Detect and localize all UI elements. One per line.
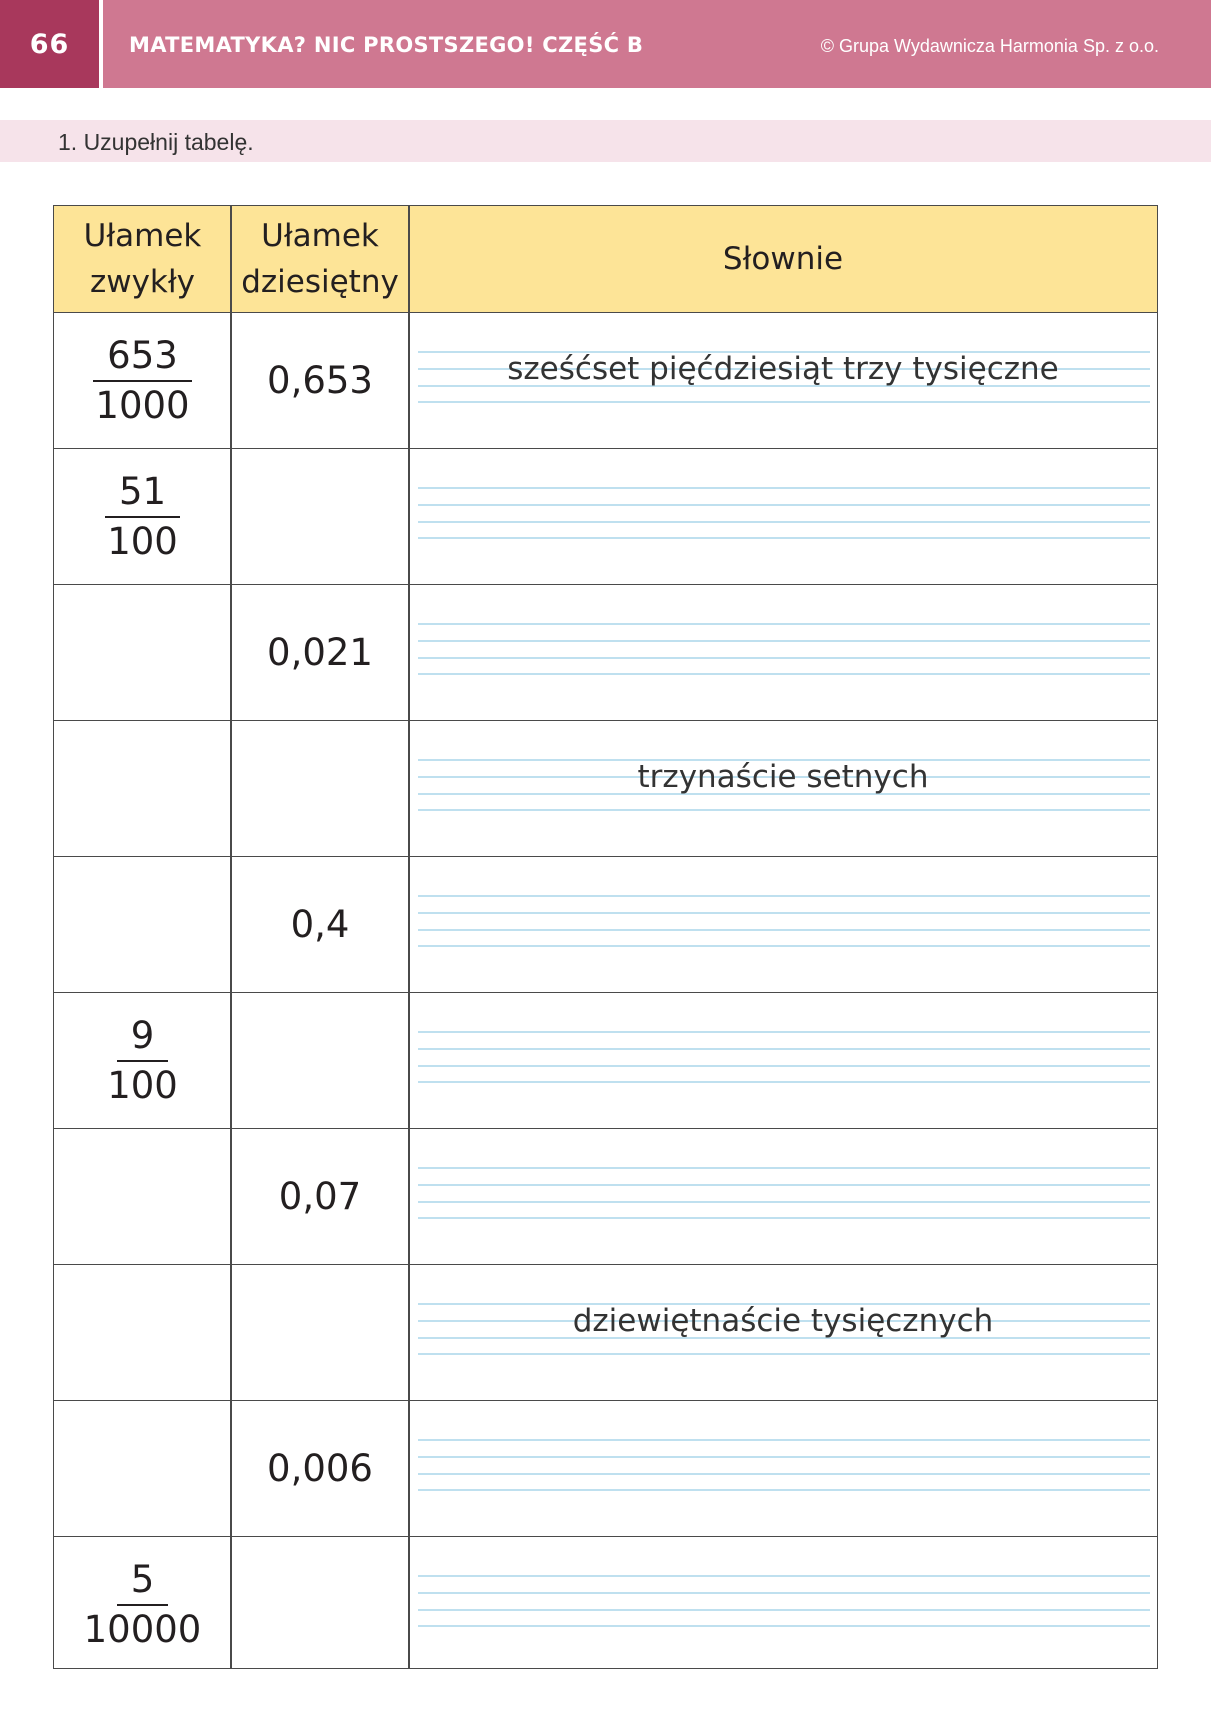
fraction [93, 468, 192, 566]
writing-line [418, 1456, 1150, 1458]
decimal-fraction-cell[interactable] [231, 993, 409, 1128]
writing-line [418, 1439, 1150, 1441]
writing-line [418, 1353, 1150, 1355]
column-divider [230, 206, 232, 1668]
writing-line [418, 521, 1150, 523]
decimal-fraction-cell[interactable] [231, 1401, 409, 1536]
writing-line [418, 945, 1150, 947]
header-decimal-fraction-line1: Ułamek [261, 217, 379, 254]
in-words-cell[interactable] [409, 1537, 1157, 1672]
book-title: MATEMATYKA? NIC PROSTSZEGO! CZĘŚĆ B [129, 33, 644, 57]
header-decimal-fraction [231, 206, 409, 311]
in-words-cell[interactable] [409, 857, 1157, 992]
table-row [54, 585, 1157, 721]
header-decimal-fraction-line2: dziesiętny [241, 263, 399, 300]
fraction-numerator: 9 [117, 1012, 169, 1062]
writing-line [418, 1201, 1150, 1203]
writing-line [418, 1592, 1150, 1594]
common-fraction-cell[interactable] [54, 857, 231, 992]
common-fraction-cell[interactable] [54, 1537, 231, 1672]
writing-line [418, 1625, 1150, 1627]
writing-line [418, 1065, 1150, 1067]
decimal-fraction-cell[interactable] [231, 585, 409, 720]
decimal-value: 0,021 [267, 631, 373, 674]
page-number: 66 [29, 29, 70, 60]
writing-line [418, 1184, 1150, 1186]
page-header [0, 0, 1211, 88]
fraction-denominator: 100 [107, 1063, 178, 1107]
writing-line [418, 537, 1150, 539]
fraction-denominator: 10000 [83, 1607, 202, 1651]
in-words-cell[interactable] [409, 585, 1157, 720]
in-words-cell[interactable] [409, 449, 1157, 584]
table-row [54, 993, 1157, 1129]
decimal-fraction-cell[interactable] [231, 857, 409, 992]
writing-line [418, 657, 1150, 659]
table-row [54, 449, 1157, 585]
header-in-words-label: Słownie [722, 240, 844, 277]
common-fraction-cell[interactable] [54, 993, 231, 1128]
writing-line [418, 809, 1150, 811]
writing-line [418, 504, 1150, 506]
decimal-fraction-cell[interactable] [231, 1129, 409, 1264]
fraction-numerator: 653 [93, 332, 192, 382]
fraction-numerator: 5 [117, 1556, 169, 1606]
writing-line [418, 1489, 1150, 1491]
table-row [54, 1265, 1157, 1401]
in-words-cell[interactable] [409, 1401, 1157, 1536]
writing-line [418, 1575, 1150, 1577]
writing-line [418, 1031, 1150, 1033]
header-divider [99, 0, 103, 88]
writing-line [418, 1217, 1150, 1219]
table-row [54, 313, 1157, 449]
decimal-fraction-cell[interactable] [231, 1265, 409, 1400]
writing-line [418, 895, 1150, 897]
fraction [81, 332, 203, 430]
common-fraction-cell[interactable] [54, 721, 231, 856]
header-common-fraction [54, 206, 231, 311]
writing-line [418, 640, 1150, 642]
in-words-cell[interactable] [409, 721, 1157, 856]
table-row [54, 1401, 1157, 1537]
writing-line [418, 673, 1150, 675]
table-row [54, 1129, 1157, 1265]
common-fraction-cell[interactable] [54, 1129, 231, 1264]
in-words-cell[interactable] [409, 1265, 1157, 1400]
copyright-notice: © Grupa Wydawnicza Harmonia Sp. z o.o. [820, 36, 1159, 56]
writing-line [418, 1167, 1150, 1169]
writing-line [418, 1473, 1150, 1475]
fraction-denominator: 1000 [95, 383, 190, 427]
decimal-fraction-cell[interactable] [231, 313, 409, 448]
decimal-value: 0,653 [267, 359, 373, 402]
decimal-fraction-cell[interactable] [231, 721, 409, 856]
writing-line [418, 929, 1150, 931]
common-fraction-cell[interactable] [54, 313, 231, 448]
in-words-cell[interactable] [409, 313, 1157, 448]
common-fraction-cell[interactable] [54, 585, 231, 720]
in-words-cell[interactable] [409, 1129, 1157, 1264]
writing-line [418, 623, 1150, 625]
in-words-cell[interactable] [409, 993, 1157, 1128]
fraction-numerator: 51 [105, 468, 180, 518]
header-common-fraction-line2: zwykły [89, 263, 196, 300]
words-text: trzynaście setnych [637, 759, 929, 795]
decimal-value: 0,4 [290, 903, 350, 946]
writing-line [418, 1609, 1150, 1611]
writing-line [418, 1081, 1150, 1083]
writing-line [418, 401, 1150, 403]
task-instruction: 1. Uzupełnij tabelę. [58, 129, 254, 155]
words-text: dziewiętnaście tysięcznych [572, 1303, 994, 1339]
fraction [70, 1556, 216, 1654]
fraction-denominator: 100 [107, 519, 178, 563]
words-text: sześćset pięćdziesiąt trzy tysięczne [507, 351, 1059, 387]
table-row [54, 857, 1157, 993]
decimal-value: 0,006 [267, 1447, 373, 1490]
fraction [93, 1012, 192, 1110]
decimal-fraction-cell[interactable] [231, 449, 409, 584]
common-fraction-cell[interactable] [54, 449, 231, 584]
column-divider [408, 206, 410, 1668]
decimal-fraction-cell[interactable] [231, 1537, 409, 1672]
common-fraction-cell[interactable] [54, 1401, 231, 1536]
writing-line [418, 1048, 1150, 1050]
decimal-value: 0,07 [278, 1175, 362, 1218]
table-row [54, 721, 1157, 857]
writing-line [418, 912, 1150, 914]
common-fraction-cell[interactable] [54, 1265, 231, 1400]
table-header [54, 206, 1157, 313]
header-in-words [409, 206, 1157, 311]
fraction-table [53, 205, 1158, 1669]
writing-line [418, 487, 1150, 489]
header-common-fraction-line1: Ułamek [83, 217, 202, 254]
table-row [54, 1537, 1157, 1673]
page-number-box [0, 0, 99, 88]
